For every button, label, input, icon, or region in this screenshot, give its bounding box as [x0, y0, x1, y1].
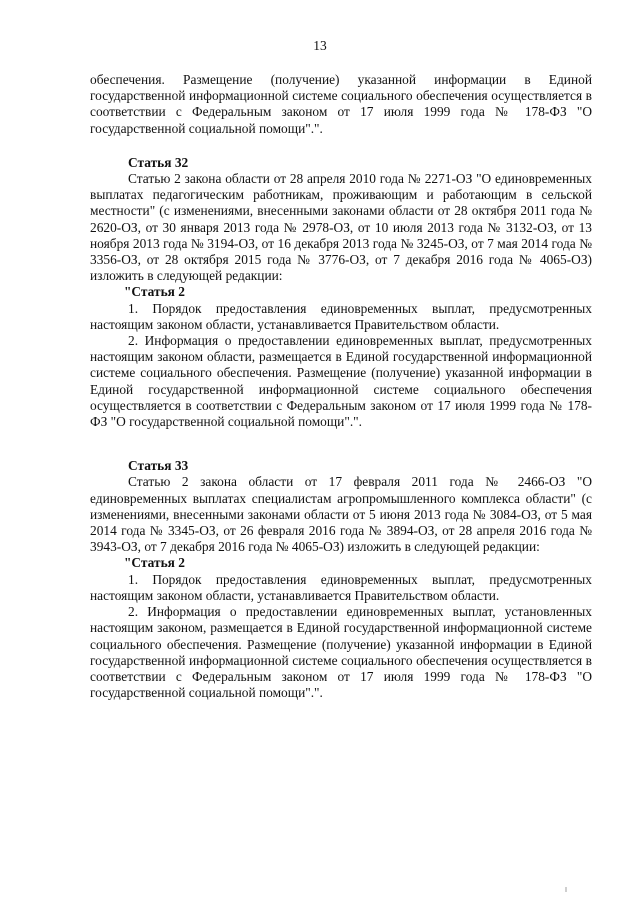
scan-mark — [565, 887, 567, 892]
article-32-lead: Статью 2 закона области от 28 апреля 2010 года № 2271-ОЗ "О единовременных выплатах педагогическим работникам, проживающим и работающим в сельской местности" (с изменениями, внесенными законами области от 28 октября 2011 года № 2620-ОЗ, от 30 января 2013 года № 2978-ОЗ, от 10 июля 2013 года № 3132-ОЗ, от 13 ноября 2013 года № 3194-ОЗ, от 16 декабря 2013 года № 3245-ОЗ, от 7 мая 2014 года № 3356-ОЗ, от 28 октября 2015 года № 3776-ОЗ, от 7 декабря 2016 года № 4065-ОЗ) изложить в следующей редакции: — [90, 171, 592, 284]
article-32-quoted-heading: "Статья 2 — [124, 284, 185, 300]
article-32-item-1: 1. Порядок предоставления единовременных выплат, предусмотренных настоящим законом области, устанавливается Правительством области. — [90, 300, 592, 332]
article-32-heading: Статья 32 — [128, 154, 189, 170]
page-number: 13 — [313, 38, 327, 53]
article-33 — [90, 458, 592, 701]
article-32-item-2: 2. Информация о предоставлении единовременных выплат, предусмотренных настоящим законом области, размещается в Единой государственной информационной системе социального обеспечения. Размещение (получение) указанной информации в Единой государственной информационной системе социального обеспечения осуществляется в соответствии с Федеральным законом от 17 июля 1999 года № 178-ФЗ "О государственной социальной помощи".". — [90, 333, 592, 430]
article-33-item-1: 1. Порядок предоставления единовременных выплат, предусмотренных настоящим законом области, устанавливается Правительством области. — [90, 571, 592, 603]
article-33-lead: Статью 2 закона области от 17 февраля 2011 года № 2466-ОЗ "О единовременных выплатах специалистам агропромышленного комплекса области" (с изменениями, внесенными законами области от 5 июня 2013 года № 3084-ОЗ, от 5 мая 2014 года № 3345-ОЗ, от 26 февраля 2016 года № 3894-ОЗ, от 28 апреля 2016 года № 3943-ОЗ, от 7 декабря 2016 года № 4065-ОЗ) изложить в следующей редакции: — [90, 474, 592, 555]
article-33-quoted-heading: "Статья 2 — [124, 555, 185, 571]
spacer — [90, 137, 592, 155]
document-body — [90, 72, 592, 701]
spacer — [90, 430, 592, 458]
article-33-heading: Статья 33 — [128, 458, 189, 474]
article-32 — [90, 155, 592, 430]
article-33-item-2: 2. Информация о предоставлении единовременных выплат, установленных настоящим законом, размещается в Единой государственной информационной системе социального обеспечения. Размещение (получение) указанной информации в Единой государственной информационной системе социального обеспечения осуществляется в соответствии с Федеральным законом от 17 июля 1999 года № 178-ФЗ "О государственной социальной помощи".". — [90, 604, 592, 701]
intro-paragraph: обеспечения. Размещение (получение) указанной информации в Единой государственной информационной системе социального обеспечения осуществляется в соответствии с Федеральным законом от 17 июля 1999 года № 178-ФЗ "О государственной социальной помощи".". — [90, 72, 592, 136]
